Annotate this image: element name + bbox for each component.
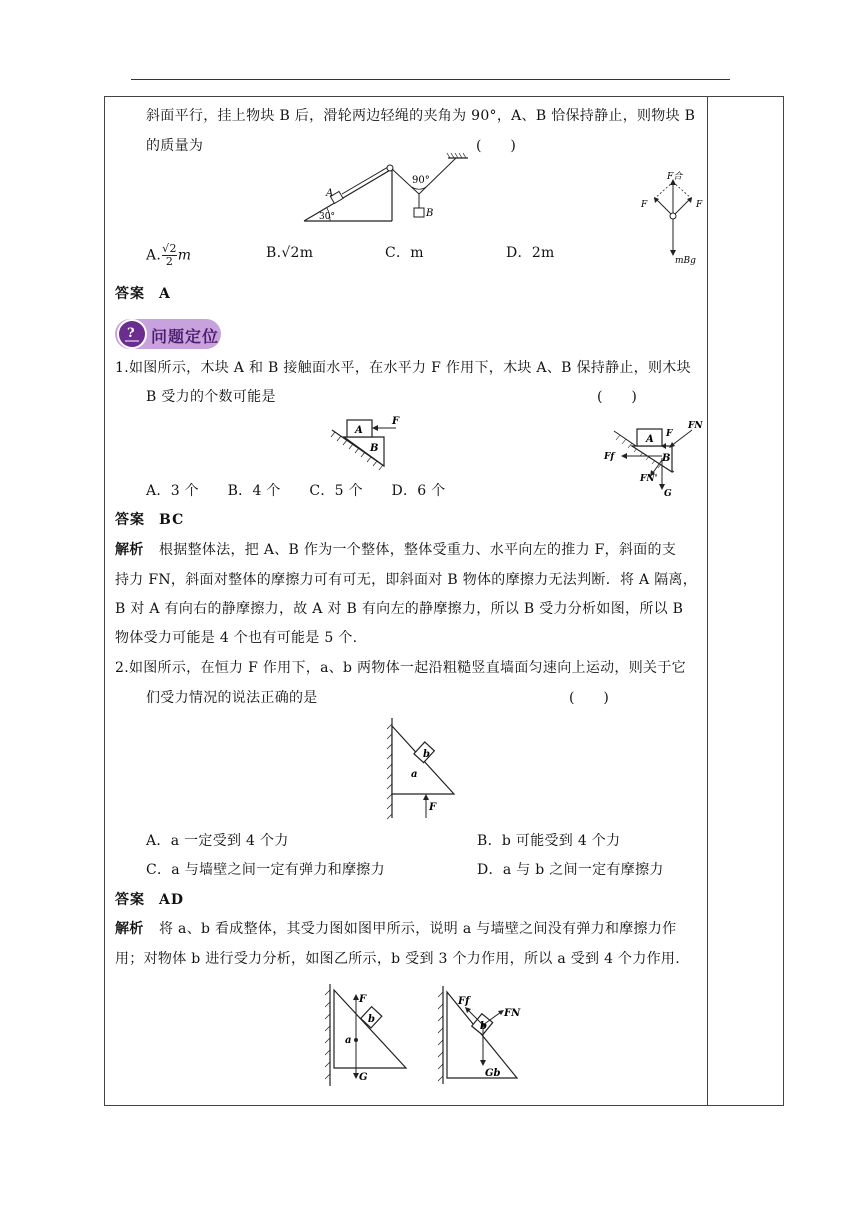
question-2-line2: 们受力情况的说法正确的是 bbox=[146, 690, 318, 706]
question-mark-icon bbox=[117, 319, 147, 349]
label-B: B bbox=[426, 208, 434, 219]
option-B: B.√2m bbox=[266, 245, 314, 261]
label-A: A bbox=[646, 434, 654, 445]
analysis-line: 物体受力可能是 4 个也有可能是 5 个. bbox=[115, 630, 358, 646]
label-G: G bbox=[664, 489, 672, 499]
label-A: A bbox=[326, 188, 334, 199]
wall-wedge-figure bbox=[378, 714, 460, 824]
force-diagram-jia bbox=[320, 980, 412, 1090]
header-rule bbox=[131, 79, 730, 80]
option-B: B．b 可能受到 4 个力 bbox=[477, 833, 621, 849]
label-FN-prime: FN' bbox=[640, 474, 658, 484]
label-F: F bbox=[392, 416, 400, 427]
answer-paren: ( ) bbox=[476, 138, 517, 154]
answer-label: 答案 bbox=[115, 286, 145, 302]
analysis-line: 根据整体法，把 A、B 作为一个整体，整体受重力、水平向左的推力 F，斜面的支 bbox=[159, 542, 677, 558]
answer-value: AD bbox=[159, 892, 185, 908]
label-Gb: Gb bbox=[485, 1068, 501, 1079]
answer-value: A bbox=[159, 286, 171, 302]
question-1-line2: B 受力的个数可能是 bbox=[146, 389, 276, 405]
answer-label: 答案 bbox=[115, 512, 145, 528]
label-Ff: Ff bbox=[604, 452, 615, 462]
label-F: F bbox=[429, 802, 437, 813]
question-1-line1: 1.如图所示，木块 A 和 B 接触面水平，在水平力 F 作用下，木块 A、B 保持静止，则木块 bbox=[115, 360, 691, 376]
answer-paren: ( ) bbox=[569, 690, 610, 706]
incline-pulley-figure bbox=[300, 150, 470, 230]
label-angle-30: 30° bbox=[319, 212, 335, 222]
label-B: B bbox=[662, 453, 671, 464]
block-B-force-diagram bbox=[600, 418, 704, 500]
question-1-options: A．3 个 B．4 个 C．5 个 D．6 个 bbox=[146, 483, 446, 499]
option-A: A. $\frac{√2}{2}$ m bbox=[146, 242, 192, 268]
section-badge bbox=[115, 318, 221, 350]
block-on-incline-figure bbox=[326, 410, 416, 472]
answer-paren: ( ) bbox=[597, 389, 638, 405]
analysis-label: 解析 bbox=[115, 542, 144, 558]
label-a: a bbox=[345, 1035, 352, 1046]
analysis-line: 用；对物体 b 进行受力分析，如图乙所示，b 受到 3 个力作用，所以 a 受到 4 个力作用. bbox=[115, 951, 680, 967]
analysis-line: B 对 A 有向右的静摩擦力，故 A 对 B 有向左的静摩擦力，所以 B 受力分析如图，所以 B bbox=[115, 601, 684, 617]
label-b: b bbox=[480, 1021, 487, 1032]
label-Ff: Ff bbox=[458, 996, 470, 1007]
label-F-left: F bbox=[641, 200, 648, 210]
label-FN: FN bbox=[504, 1008, 521, 1019]
label-F: F bbox=[359, 994, 367, 1005]
option-D: D．a 与 b 之间一定有摩擦力 bbox=[477, 862, 664, 878]
answer-value: BC bbox=[159, 512, 185, 528]
label-F: F bbox=[666, 429, 673, 439]
label-mBg: mBg bbox=[675, 256, 696, 266]
analysis-label: 解析 bbox=[115, 921, 144, 937]
option-C: C．a 与墙壁之间一定有弹力和摩擦力 bbox=[146, 862, 385, 878]
label-A: A bbox=[355, 425, 363, 436]
label-F-right: F bbox=[696, 200, 703, 210]
question-text-line: 的质量为 bbox=[146, 138, 204, 154]
question-2-line1: 2.如图所示，在恒力 F 作用下，a、b 两物体一起沿粗糙竖直墙面匀速向上运动，则关于它 bbox=[115, 660, 686, 676]
question-text-line: 斜面平行，挂上物块 B 后，滑轮两边轻绳的夹角为 90°，A、B 恰保持静止，则物块 B bbox=[146, 108, 696, 124]
option-C: C．m bbox=[385, 245, 424, 261]
label-F-resultant: F合 bbox=[667, 172, 683, 182]
force-diagram-yi bbox=[433, 984, 525, 1086]
svg-text:?: ? bbox=[127, 326, 135, 341]
analysis-line: 将 a、b 看成整体，其受力图如图甲所示，说明 a 与墙壁之间没有弹力和摩擦力作 bbox=[159, 921, 677, 937]
option-D: D．2m bbox=[506, 245, 555, 261]
answer-label: 答案 bbox=[115, 892, 145, 908]
label-FN: FN bbox=[688, 421, 703, 431]
analysis-line: 持力 FN，斜面对整体的摩擦力可有可无，即斜面对 B 物体的摩擦力无法判断．将 A 隔离， bbox=[115, 572, 698, 588]
label-a: a bbox=[411, 769, 418, 780]
section-badge-text: 问题定位 bbox=[151, 327, 220, 346]
label-b: b bbox=[368, 1014, 375, 1025]
label-G: G bbox=[359, 1072, 368, 1083]
label-B: B bbox=[370, 443, 379, 454]
force-diagram-pulley bbox=[637, 170, 709, 266]
label-angle-90: 90° bbox=[412, 175, 430, 186]
label-b: b bbox=[423, 749, 430, 760]
option-A: A．a 一定受到 4 个力 bbox=[146, 833, 289, 849]
